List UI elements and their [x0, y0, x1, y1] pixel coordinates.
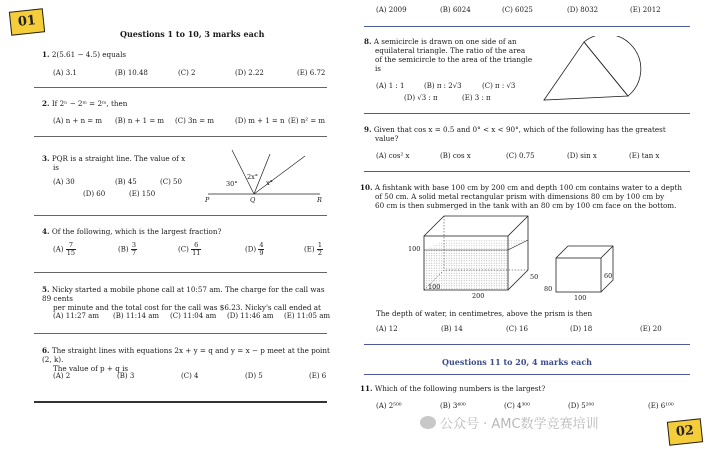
divider — [364, 26, 690, 27]
question-number: 4. — [42, 227, 50, 236]
option-label: (D) — [245, 245, 257, 254]
question-number: 2. — [42, 99, 50, 108]
question-1 — [42, 50, 126, 59]
tank-edge — [508, 216, 528, 236]
q2-option-c[interactable]: (C) 3n = m — [175, 117, 214, 125]
question-number: 6. — [42, 346, 50, 355]
question-text: A semicircle is drawn on one side of an — [373, 37, 517, 46]
tank-height-label: 100 — [408, 245, 421, 253]
q6-option-a[interactable]: (A) 2 — [53, 372, 71, 380]
label-p: P — [205, 196, 210, 204]
q11-option-a[interactable]: (A) 2⁵⁰⁰ — [376, 402, 402, 410]
prism-top-side — [556, 246, 613, 292]
q6-option-c[interactable]: (C) 4 — [181, 372, 199, 380]
question-text: Nicky started a mobile phone call at 10:57 am. The charge for the call was 89 cents — [42, 285, 325, 303]
divider — [34, 272, 327, 273]
q7-option-a[interactable]: (A) 2009 — [376, 6, 407, 14]
label-x: x° — [266, 179, 273, 187]
tank-depth-label: 100 — [428, 283, 441, 291]
fraction: $\frac{4}{9}$ — [259, 241, 264, 257]
q9-option-a[interactable]: (A) cos² x — [376, 152, 410, 160]
q2-option-e[interactable]: (E) n² = m — [288, 117, 326, 125]
q11-option-d[interactable]: (D) 5²⁰⁰ — [568, 402, 595, 410]
q3-option-b[interactable]: (B) 45 — [115, 178, 137, 186]
question-9 — [364, 125, 694, 143]
q11-option-b[interactable]: (B) 3⁴⁰⁰ — [440, 402, 466, 410]
prism-height-label: 60 — [604, 272, 613, 280]
q10-option-b[interactable]: (B) 14 — [441, 325, 463, 333]
question-text-cont: is — [53, 163, 59, 172]
question-text: 2(5.61 − 4.5) equals — [51, 50, 127, 59]
q8-option-d[interactable]: (D) √3 : π — [404, 94, 438, 102]
question-text: A fishtank with base 100 cm by 200 cm and depth 100 cm contains water to a depth — [374, 183, 682, 192]
q5-option-a[interactable]: (A) 11:27 am — [53, 312, 99, 320]
divider — [364, 113, 690, 114]
option-label: (A) — [53, 245, 64, 254]
water-depth-label: 50 — [530, 273, 539, 281]
tank-width-label: 200 — [472, 292, 485, 300]
question-text-cont: The value of p + q is — [53, 364, 129, 373]
q10-option-c[interactable]: (C) 16 — [506, 325, 528, 333]
fraction: $\frac{1}{2}$ — [317, 241, 322, 257]
semicircle-shape — [584, 36, 641, 96]
q9-option-d[interactable]: (D) sin x — [567, 152, 597, 160]
question-number: 9. — [364, 125, 372, 134]
question-text: Which of the following numbers is the largest? — [374, 384, 546, 393]
wechat-icon — [420, 416, 436, 429]
q2-option-d[interactable]: (D) m + 1 = n — [235, 117, 285, 125]
q10-option-d[interactable]: (D) 18 — [570, 325, 593, 333]
q4-option-e[interactable] — [304, 242, 323, 257]
q1-option-c[interactable]: (C) 2 — [178, 69, 196, 77]
q2-option-a[interactable]: (A) n + n = m — [53, 117, 103, 125]
q11-option-e[interactable]: (E) 6¹⁰⁰ — [648, 402, 674, 410]
q4-option-d[interactable] — [245, 242, 264, 257]
option-label: (B) — [118, 245, 129, 254]
label-30: 30° — [226, 180, 238, 188]
fraction: $\frac{3}{7}$ — [131, 241, 136, 257]
question-number: 1. — [42, 50, 50, 59]
q7-option-c[interactable]: (C) 6025 — [502, 6, 533, 14]
q8-option-c[interactable]: (C) π : √3 — [482, 82, 516, 90]
question-text: The straight lines with equations 2x + y = q and y = x − p meet at the point (2, k). — [42, 346, 330, 364]
q1-option-a[interactable]: (A) 3.1 — [53, 69, 77, 77]
water-top — [424, 240, 528, 250]
question-text: Of the following, which is the largest fraction? — [51, 227, 222, 236]
question-text-cont: 60 cm is then submerged in the tank with an 80 cm by 100 cm face on the bottom. — [375, 201, 677, 210]
question-10 — [360, 183, 695, 210]
prism-depth-label: 80 — [544, 285, 553, 293]
right-page — [348, 0, 709, 449]
label-2x: 2x° — [247, 173, 259, 181]
q6-option-b[interactable]: (B) 3 — [117, 372, 135, 380]
q1-option-b[interactable]: (B) 10.48 — [115, 69, 148, 77]
question-4 — [42, 227, 221, 236]
triangle-semicircle-diagram — [540, 36, 650, 106]
q5-option-c[interactable]: (C) 11:04 am — [170, 312, 217, 320]
question-text: Given that cos x = 0.5 and 0° < x < 90°, which of the following has the greatest — [373, 125, 666, 134]
q8-option-a[interactable]: (A) 1 : 1 — [376, 82, 405, 90]
page-badge-right: 02 — [667, 418, 703, 445]
q10-option-e[interactable]: (E) 20 — [640, 325, 662, 333]
question-number: 8. — [364, 37, 372, 46]
divider — [34, 136, 327, 137]
q10-option-a[interactable]: (A) 12 — [376, 325, 398, 333]
question-text: PQR is a straight line. The value of x — [51, 154, 186, 163]
question-number: 3. — [42, 154, 50, 163]
q4-option-c[interactable] — [178, 242, 201, 257]
q3-option-c[interactable]: (C) 50 — [160, 178, 182, 186]
prism-front — [556, 258, 601, 292]
question-number: 5. — [42, 285, 50, 294]
option-label: (C) — [178, 245, 189, 254]
q7-option-e[interactable]: (E) 2012 — [630, 6, 661, 14]
label-q: Q — [250, 196, 256, 204]
q3-angle-diagram — [200, 146, 330, 206]
q8-option-b[interactable]: (B) π : 2√3 — [424, 82, 462, 90]
q1-option-e[interactable]: (E) 6.72 — [297, 69, 326, 77]
divider — [34, 87, 327, 88]
q7-option-d[interactable]: (D) 8032 — [567, 6, 599, 14]
equilateral-triangle-shape — [544, 42, 628, 100]
prism-diagram — [548, 240, 618, 300]
question-6 — [42, 346, 332, 373]
q4-option-a[interactable] — [53, 242, 76, 257]
q5-option-e[interactable]: (E) 11:05 am — [284, 312, 331, 320]
fraction: $\frac{7}{15}$ — [66, 241, 76, 257]
section-heading: Questions 1 to 10, 3 marks each — [120, 29, 265, 39]
question-10-continued: The depth of water, in centimetres, above the prism is then — [376, 309, 593, 318]
question-5 — [42, 285, 332, 312]
question-3 — [42, 154, 202, 172]
q3-option-d[interactable]: (D) 60 — [83, 190, 106, 198]
q7-option-b[interactable]: (B) 6024 — [440, 6, 471, 14]
question-8 — [364, 37, 554, 73]
q3-option-e[interactable]: (E) 150 — [129, 190, 156, 198]
q6-option-d[interactable]: (D) 5 — [245, 372, 263, 380]
q9-option-b[interactable]: (B) cos x — [440, 152, 471, 160]
q6-option-e[interactable]: (E) 6 — [309, 372, 327, 380]
question-text-cont: value? — [375, 134, 399, 143]
divider — [34, 333, 327, 334]
divider — [364, 374, 690, 375]
page-badge-left: 01 — [9, 8, 45, 35]
question-text: If 2ⁿ − 2ᵐ = 2ᵐ, then — [51, 99, 128, 108]
question-text-cont: of the semicircle to the area of the triangle — [375, 55, 533, 64]
question-2 — [42, 99, 127, 108]
q1-option-d[interactable]: (D) 2.22 — [235, 69, 264, 77]
q9-option-e[interactable]: (E) tan x — [629, 152, 660, 160]
left-page — [0, 0, 340, 449]
question-11 — [360, 384, 545, 393]
question-number: 11. — [360, 384, 373, 393]
label-r: R — [317, 196, 322, 204]
q11-option-c[interactable]: (C) 4³⁰⁰ — [504, 402, 530, 410]
prism-width-label: 100 — [574, 294, 587, 302]
watermark: 公众号 · AMC数学竞赛培训 — [440, 417, 599, 432]
prism-edge — [601, 246, 613, 258]
divider-bottom — [34, 401, 327, 403]
question-number: 10. — [360, 183, 373, 192]
question-text-cont: is — [375, 64, 381, 73]
divider — [364, 344, 690, 345]
q5-option-b[interactable]: (B) 11:14 am — [113, 312, 160, 320]
section-heading: Questions 11 to 20, 4 marks each — [442, 357, 592, 367]
q3-option-a[interactable]: (A) 30 — [53, 178, 75, 186]
q9-option-c[interactable]: (C) 0.75 — [506, 152, 535, 160]
option-label: (E) — [304, 245, 315, 254]
q4-option-b[interactable] — [118, 242, 137, 257]
question-text-cont: equilateral triangle. The ratio of the area — [375, 46, 526, 55]
question-text-cont: of 50 cm. A solid metal rectangular prism with dimensions 80 cm by 100 cm by — [375, 192, 665, 201]
q5-option-d[interactable]: (D) 11:46 am — [227, 312, 274, 320]
q2-option-b[interactable]: (B) n + 1 = m — [115, 117, 165, 125]
divider — [364, 171, 690, 172]
divider — [34, 215, 327, 216]
fraction: $\frac{6}{11}$ — [192, 241, 201, 257]
q8-option-e[interactable]: (E) 3 : π — [462, 94, 491, 102]
question-text-cont: per minute and the total cost for the call was $6.23. Nicky's call ended at — [53, 303, 321, 312]
